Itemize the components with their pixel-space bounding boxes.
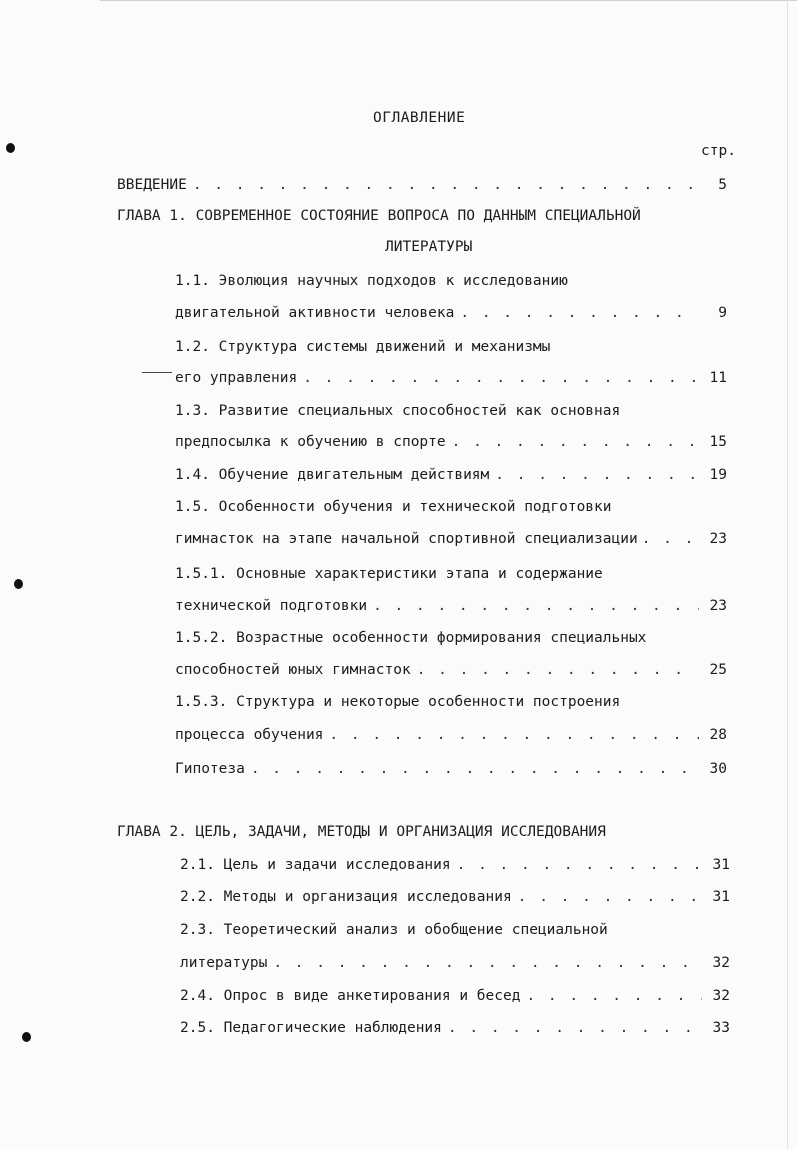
toc-entry-2-1 <box>180 856 730 874</box>
leader-dots <box>273 954 702 972</box>
toc-entry-page: 11 <box>709 370 727 386</box>
toc-entry-1-2 <box>175 369 727 387</box>
toc-entry-page: 31 <box>712 889 730 905</box>
toc-entry-page: 25 <box>709 662 727 678</box>
pen-mark <box>142 372 172 373</box>
toc-entry-page: 23 <box>709 531 727 547</box>
toc-entry-label: 2.1. Цель и задачи исследования <box>180 857 451 873</box>
toc-entry-2-3-line1: 2.3. Теоретический анализ и обобщение специальной <box>180 922 608 938</box>
right-edge-line <box>787 0 788 1149</box>
chapter-1-heading-cont: ЛИТЕРАТУРЫ <box>385 239 473 255</box>
leader-dots <box>642 530 701 548</box>
toc-entry-label: его управления <box>175 370 298 386</box>
chapter-2-heading: ГЛАВА 2. ЦЕЛЬ, ЗАДАЧИ, МЕТОДЫ И ОРГАНИЗАЦИЯ ИССЛЕДОВАНИЯ <box>117 824 606 840</box>
punch-hole-top <box>6 143 15 153</box>
toc-entry-1-5-2 <box>175 661 727 679</box>
toc-entry-page: 5 <box>718 177 727 193</box>
toc-entry-page: 28 <box>709 727 727 743</box>
toc-entry-label: технической подготовки <box>175 598 368 614</box>
toc-entry-label: двигательной активности человека <box>175 305 455 321</box>
toc-entry-page: 9 <box>718 305 727 321</box>
page-column-label: стр. <box>701 143 736 159</box>
toc-entry-1-5-1-line1: 1.5.1. Основные характеристики этапа и содержание <box>175 566 603 582</box>
toc-entry-page: 19 <box>709 467 727 483</box>
toc-entry-1-1-line1: 1.1. Эволюция научных подходов к исследованию <box>175 273 568 289</box>
leader-dots <box>448 1019 702 1037</box>
chapter-1-heading: ГЛАВА 1. СОВРЕМЕННОЕ СОСТОЯНИЕ ВОПРОСА ПО ДАННЫМ СПЕЦИАЛЬНОЙ <box>117 208 641 224</box>
toc-entry-label: литературы <box>180 955 268 971</box>
toc-entry-label: 1.4. Обучение двигательным действиям <box>175 467 490 483</box>
leader-dots <box>495 466 699 484</box>
toc-entry-page: 32 <box>712 955 730 971</box>
toc-entry-1-3 <box>175 433 727 451</box>
leader-dots <box>460 304 699 322</box>
toc-entry-page: 32 <box>712 988 730 1004</box>
leader-dots <box>452 433 699 451</box>
toc-entry-label: Гипотеза <box>175 761 245 777</box>
toc-entry-1-5-3 <box>175 726 727 744</box>
leader-dots <box>193 176 699 194</box>
toc-entry-intro <box>117 176 727 194</box>
toc-entry-page: 30 <box>709 761 727 777</box>
toc-entry-1-2-line1: 1.2. Структура системы движений и механизмы <box>175 339 551 355</box>
toc-entry-label: процесса обучения <box>175 727 324 743</box>
leader-dots <box>457 856 702 874</box>
toc-entry-2-4 <box>180 987 730 1005</box>
toc-entry-1-3-line1: 1.3. Развитие специальных способностей как основная <box>175 403 621 419</box>
toc-entry-label: 2.5. Педагогические наблюдения <box>180 1020 442 1036</box>
toc-entry-2-2 <box>180 888 730 906</box>
toc-entry-label: ВВЕДЕНИЕ <box>117 177 187 193</box>
toc-entry-1-5-1 <box>175 597 727 615</box>
toc-entry-1-5-2-line1: 1.5.2. Возрастные особенности формирования специальных <box>175 630 647 646</box>
toc-entry-1-5 <box>175 530 727 548</box>
toc-entry-1-5-3-line1: 1.5.3. Структура и некоторые особенности построения <box>175 694 621 710</box>
toc-entry-1-4 <box>175 466 727 484</box>
toc-entry-page: 23 <box>709 598 727 614</box>
leader-dots <box>417 661 699 679</box>
toc-entry-label: гимнасток на этапе начальной спортивной специализации <box>175 531 638 547</box>
leader-dots <box>329 726 699 744</box>
leader-dots <box>518 888 702 906</box>
leader-dots <box>373 597 699 615</box>
toc-entry-label: способностей юных гимнасток <box>175 662 411 678</box>
toc-entry-page: 33 <box>712 1020 730 1036</box>
punch-hole-bottom <box>22 1032 31 1042</box>
toc-entry-page: 15 <box>709 434 727 450</box>
toc-entry-1-1 <box>175 304 727 322</box>
toc-entry-page: 31 <box>712 857 730 873</box>
toc-entry-2-3 <box>180 954 730 972</box>
toc-entry-2-5 <box>180 1019 730 1037</box>
leader-dots <box>251 760 699 778</box>
top-edge-line <box>100 0 797 1</box>
toc-entry-1-5-line1: 1.5. Особенности обучения и технической подготовки <box>175 499 612 515</box>
toc-title: ОГЛАВЛЕНИЕ <box>373 110 466 126</box>
leader-dots <box>526 987 702 1005</box>
toc-entry-hypothesis <box>175 760 727 778</box>
leader-dots <box>303 369 699 387</box>
toc-entry-label: 2.4. Опрос в виде анкетирования и бесед <box>180 988 521 1004</box>
toc-entry-label: 2.2. Методы и организация исследования <box>180 889 512 905</box>
punch-hole-middle <box>14 579 23 589</box>
toc-entry-label: предпосылка к обучению в спорте <box>175 434 446 450</box>
